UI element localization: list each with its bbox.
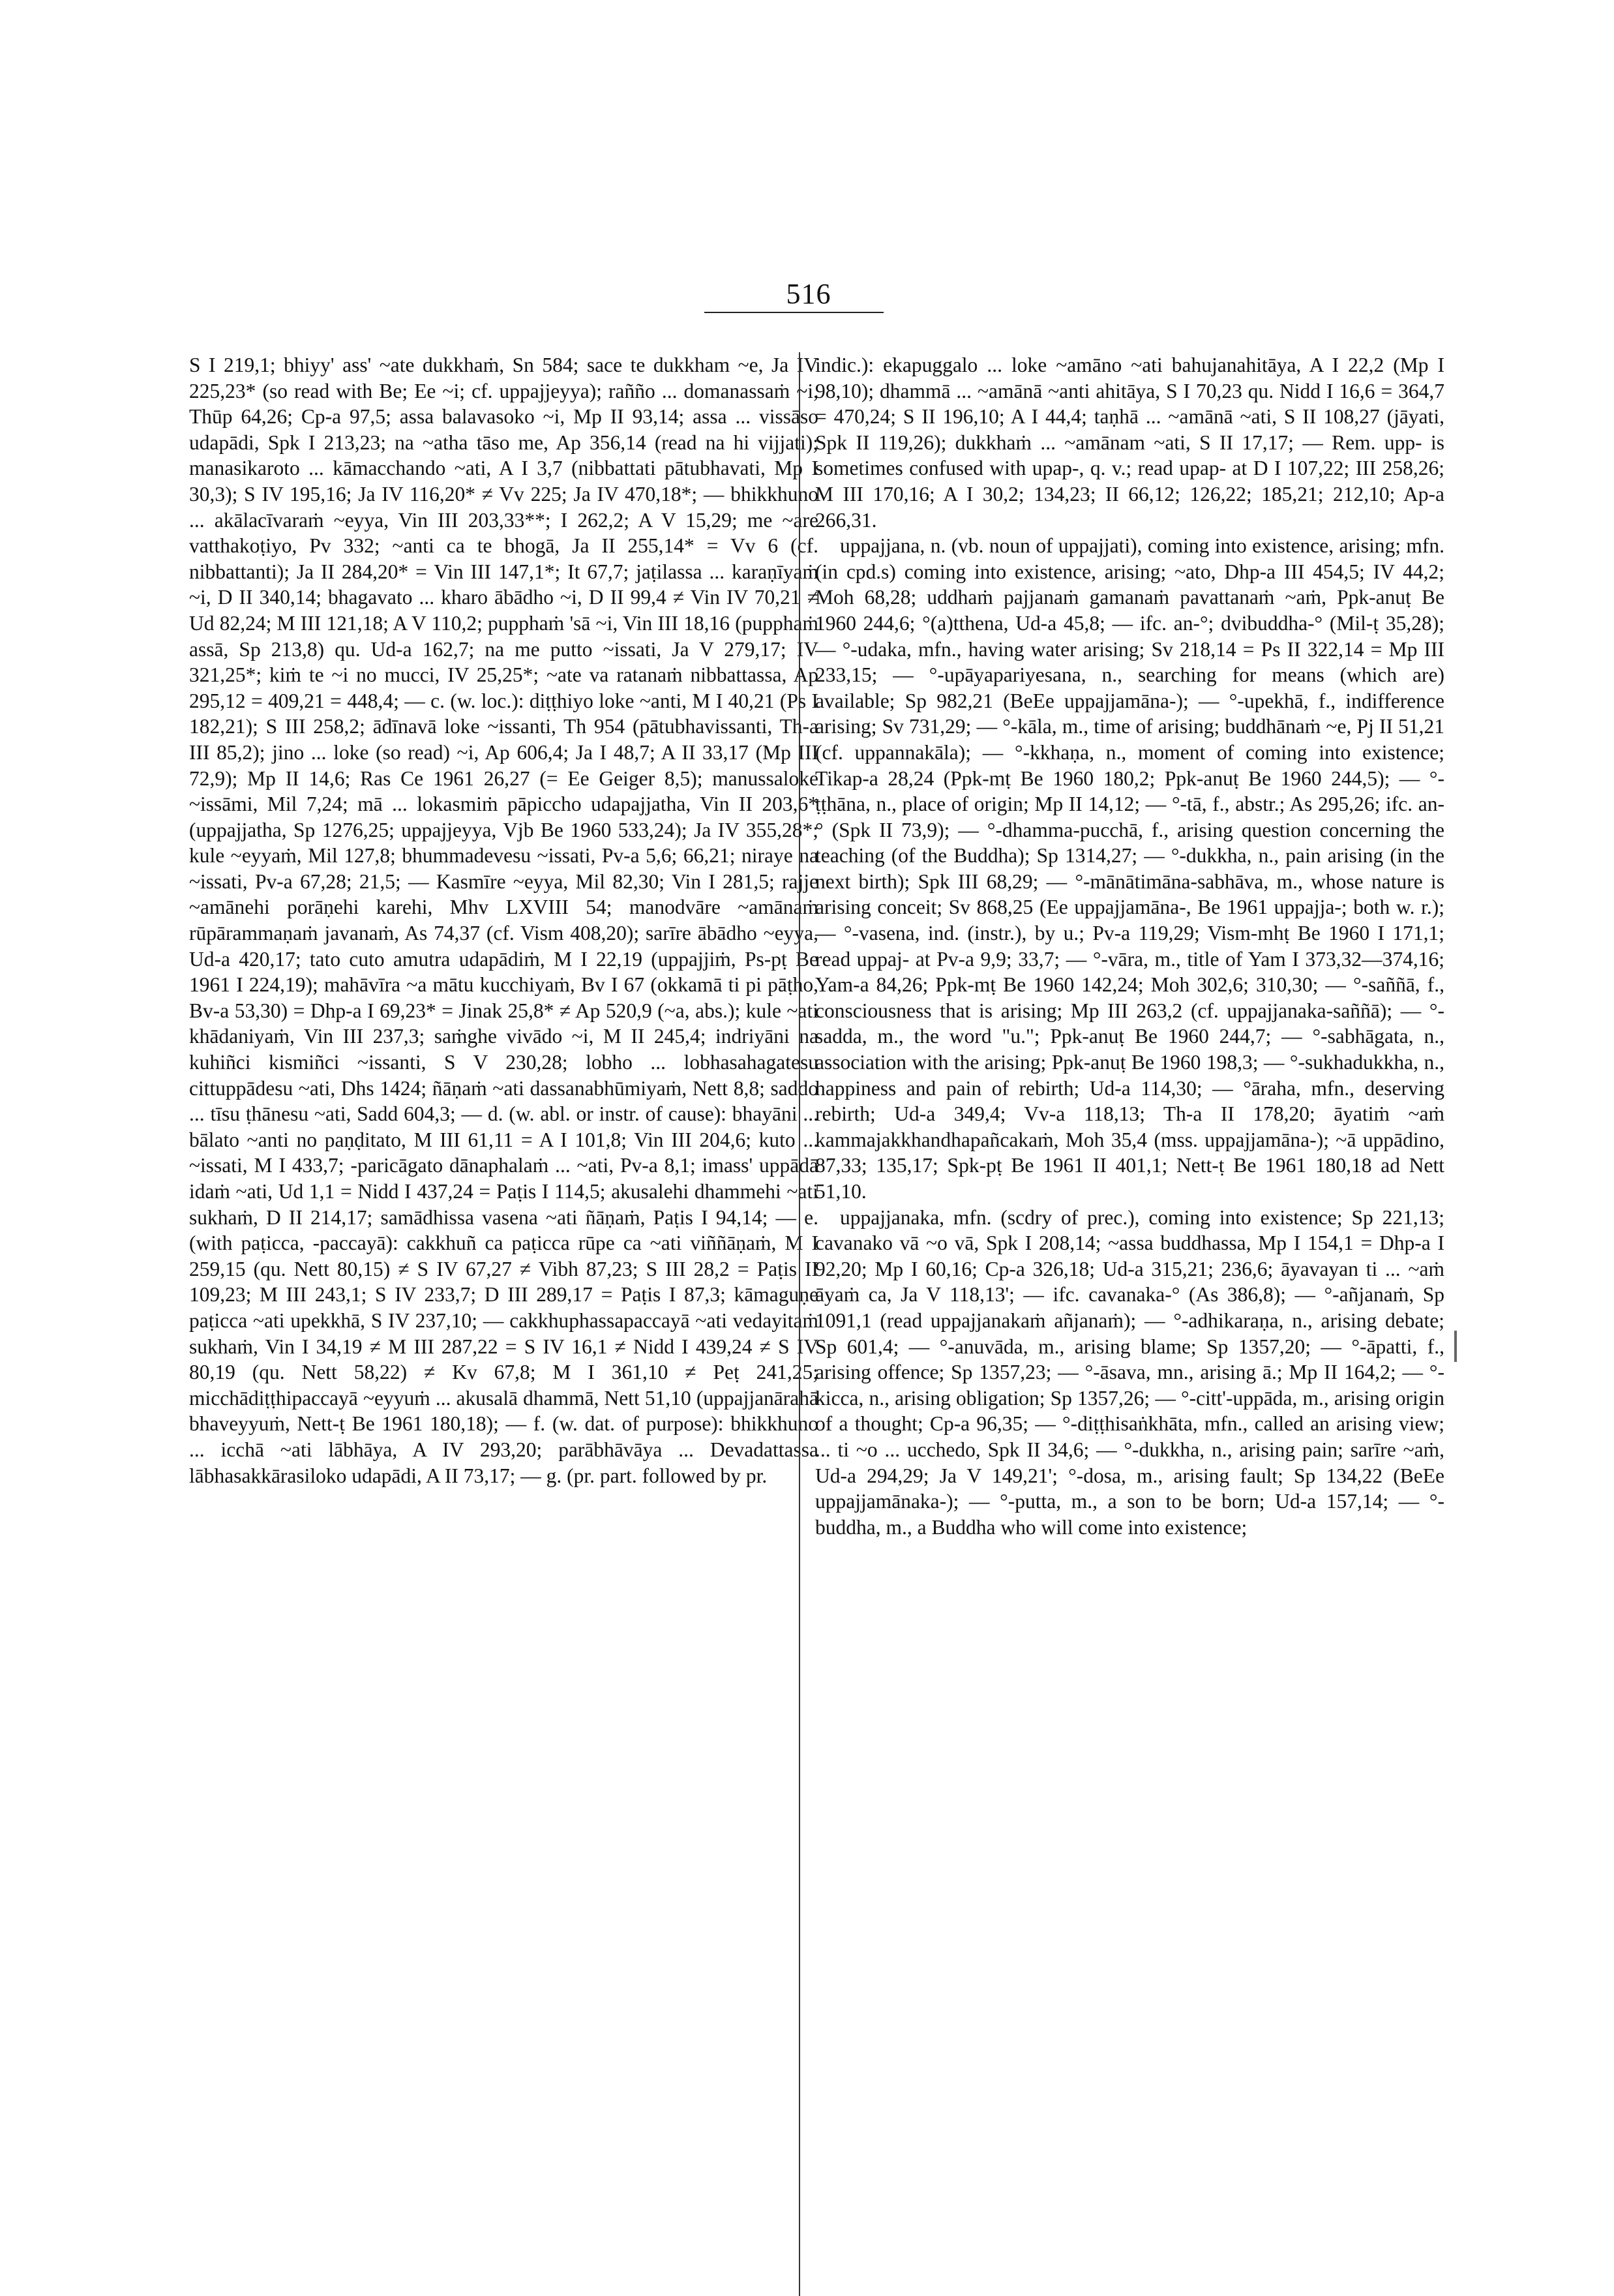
dictionary-text: indic.): ekapuggalo ... loke ~amāno ~ati bahujanahitāya, A I 22,2 (Mp I 98,10); dhammā ... ~amānā ~anti ahitāya, S I 70,23 qu. Nidd I 16,6 = 364,7 = 470,24; S II 196,10; A I 44,4; taṇhā ... ~amānā ~ati, S II 108,27 (jāyati, Spk II 119,26); dukkhaṁ ... ~amānam ~ati, S II 17,17; — Rem. upp- is sometimes confused with upap-, q. v.; read upap- at D I 107,22; III 258,26; M III 170,16; A I 30,2; 134,23; II 66,12; 126,22; 185,21; 212,10; Ap-a 266,31. [815,354,1444,532]
left-column [189,352,818,1488]
margin-mark [1454,1331,1457,1362]
dictionary-entry-uppajjana: uppajjana, n. (vb. noun of uppajjati), coming into existence, arising; mfn. (in cpd.s) coming into existence, arising; ~ato, Dhp-a III 454,5; IV 44,2; Moh 68,28; uddhaṁ pajjanaṁ gamanaṁ pavattanaṁ ~aṁ, Ppk-anuṭ Be 1960 244,6; °(a)tthena, Ud-a 45,8; — ifc. an-°; dvibuddha-° (Mil-ṭ 35,28); — °-udaka, mfn., having water arising; Sv 218,14 = Ps II 322,14 = Mp III 233,15; — °-upāyapariyesana, n., searching for means (which are) available; Sp 982,21 (BeEe uppajjamāna-); — °-upekhā, f., indifference arising; Sv 731,29; — °-kāla, m., time of arising; buddhānaṁ ~e, Pj II 51,21 (cf. uppannakāla); — °-kkhaṇa, n., moment of coming into existence; Tikap-a 28,24 (Ppk-mṭ Be 1960 180,2; Ppk-anuṭ Be 1960 244,5); — °-ṭṭhāna, n., place of origin; Mp II 14,12; — °-tā, f., abstr.; As 295,26; ifc. an-° (Spk II 73,9); — °-dhamma-pucchā, f., arising question concerning the teaching (of the Buddha); Sp 1314,27; — °-dukkha, n., pain arising (in the next birth); Spk III 68,29; — °-mānātimāna-sabhāva, m., whose nature is arising conceit; Sv 868,25 (Ee uppajjamāna-, Be 1961 uppajja-; both w. r.); — °-vasena, ind. (instr.), by u.; Pv-a 119,29; Vism-mhṭ Be 1960 I 171,1; read uppaj- at Pv-a 9,9; 33,7; — °-vāra, m., title of Yam I 373,32—374,16; Yam-a 84,26; Ppk-mṭ Be 1960 142,24; Moh 302,6; 310,30; — °-saññā, f., consciousness that is arising; Mp III 263,2 (cf. uppajjanaka-saññā); — °-sadda, m., the word "u."; Ppk-anuṭ Be 1960 244,7; — °-sabhāgata, n., association with the arising; Ppk-anuṭ Be 1960 198,3; — °-sukhadukkha, n., happiness and pain of rebirth; Ud-a 114,30; — °āraha, mfn., deserving rebirth; Ud-a 349,4; Vv-a 118,13; Th-a II 178,20; āyatiṁ ~aṁ kammajakkhandhapañcakaṁ, Moh 35,4 (mss. uppajjamāna-); ~ā uppādino, 87,33; 135,17; Spk-pṭ Be 1961 II 401,1; Nett-ṭ Be 1961 180,18 ad Nett 51,10. [815,534,1444,1203]
right-column [815,352,1444,1540]
column-divider [799,352,800,2296]
dictionary-entry-uppajjanaka: uppajjanaka, mfn. (scdry of prec.), coming into existence; Sp 221,13; cavanako vā ~o vā, Spk I 208,14; ~assa buddhassa, Mp I 154,1 = Dhp-a I 92,20; Mp I 60,16; Cp-a 326,18; Ud-a 315,21; 236,6; āyavayan ti ... ~aṁ āyaṁ ca, Ja V 118,13'; — ifc. cavanaka-° (As 386,8); — °-añjanaṁ, Sp 1091,1 (read uppajjanakaṁ añjanaṁ); — °-adhikaraṇa, n., arising debate; Sp 601,4; — °-anuvāda, m., arising blame; Sp 1357,20; — °-āpatti, f., arising offence; Sp 1357,23; — °-āsava, mn., arising ā.; Mp II 164,2; — °-kicca, n., arising obligation; Sp 1357,26; — °-citt'-uppāda, m., arising origin of a thought; Cp-a 96,35; — °-diṭṭhisaṅkhāta, mfn., called an arising view; ... ti ~o ... ucchedo, Spk II 34,6; — °-dukkha, n., arising pain; sarīre ~aṁ, Ud-a 294,29; Ja V 149,21'; °-dosa, m., arising fault; Sp 134,22 (BeEe uppajjamānaka-); — °-putta, m., a son to be born; Ud-a 157,14; — °-buddha, m., a Buddha who will come into existence; [815,1205,1444,1539]
dictionary-text: S I 219,1; bhiyy' ass' ~ate dukkhaṁ, Sn 584; sace te dukkham ~e, Ja IV 225,23* (so read with Be; Ee ~i; cf. uppajjeyya); rañño ... domanassaṁ ~i, Thūp 64,26; Cp-a 97,5; assa balavasoko ~i, Mp II 93,14; assa ... vissāso udapādi, Spk I 213,23; na ~atha tāso me, Ap 356,14 (read na hi vijjati); manasikaroto ... kāmacchando ~ati, A I 3,7 (nibbattati pātubhavati, Mp I 30,3); S IV 195,16; Ja IV 116,20* ≠ Vv 225; Ja IV 470,18*; — bhikkhuno ... akālacīvaraṁ ~eyya, Vin III 203,33**; I 262,2; A V 15,29; me ~are vatthakoṭiyo, Pv 332; ~anti ca te bhogā, Ja II 255,14* = Vv 6 (cf. nibbattanti); Ja II 284,20* = Vin III 147,1*; It 67,7; jaṭilassa ... karaṇīyaṁ ~i, D II 340,14; bhagavato ... kharo ābādho ~i, D II 99,4 ≠ Vin IV 70,21 ≠ Ud 82,24; M III 121,18; A V 110,2; pupphaṁ 'sā ~i, Vin III 18,16 (pupphaṁ assā, Sp 213,8) qu. Ud-a 162,7; na me putto ~issati, Ja V 279,17; IV 321,25*; kiṁ te ~i no mucci, IV 25,25*; ~ate va ratanaṁ nibbattassa, Ap 295,12 = 409,21 = 448,4; — c. (w. loc.): diṭṭhiyo loke ~anti, M I 40,21 (Ps I 182,21); S III 258,2; ādīnavā loke ~issanti, Th 954 (pātubhavissanti, Th-a III 85,2); jino ... loke (so read) ~i, Ap 606,4; Ja I 48,7; A II 33,17 (Mp III 72,9); Mp II 14,6; Ras Ce 1961 26,27 (= Ee Geiger 8,5); manussaloke ~issāmi, Mil 7,24; mā ... lokasmiṁ pāpiccho udapajjatha, Vin II 203,6* (uppajjatha, Sp 1276,25; uppajjeyya, Vjb Be 1960 533,24); Ja IV 355,28*; kule ~eyyaṁ, Mil 127,8; bhummadevesu ~issati, Pv-a 5,6; 66,21; niraye na ~issati, Pv-a 67,28; 21,5; — Kasmīre ~eyya, Mil 82,30; Vin I 281,5; rajje ~amānehi porāṇehi karehi, Mhv LXVIII 54; manodvāre ~amānaṁ rūpārammaṇaṁ javanaṁ, As 74,37 (cf. Vism 408,20); sarīre ābādho ~eyya, Ud-a 420,17; tato cuto amutra udapādiṁ, M I 22,19 (uppajjiṁ, Ps-pṭ Be 1961 I 224,19); mahāvīra ~a mātu kucchiyaṁ, Bv I 67 (okkamā ti pi pāṭho, Bv-a 53,30) = Dhp-a I 69,23* = Jinak 25,8* ≠ Ap 520,9 (~a, abs.); kule ~ati khādaniyaṁ, Vin III 237,3; saṁghe vivādo ~i, M II 245,4; indriyāni na kuhiñci kismiñci ~issanti, S V 230,28; lobho ... lobhasahagatesu cittuppādesu ~ati, Dhs 1424; ñāṇaṁ ~ati dassanabhūmiyaṁ, Nett 8,8; saddo ... tīsu ṭhānesu ~ati, Sadd 604,3; — d. (w. abl. or instr. of cause): bhayāni ... bālato ~anti no paṇḍitato, M III 61,11 = A I 101,8; Vin III 204,6; kuto ... ~issati, M I 433,7; -paricāgato dānaphalaṁ ... ~ati, Pv-a 8,1; imass' uppādā idaṁ ~ati, Ud 1,1 = Nidd I 437,24 = Paṭis I 114,5; akusalehi dhammehi ~ati sukhaṁ, D II 214,17; samādhissa vasena ~ati ñāṇaṁ, Paṭis I 94,14; — e. (with paṭicca, -paccayā): cakkhuñ ca paṭicca rūpe ca ~ati viññāṇaṁ, M I 259,15 (qu. Nett 80,15) ≠ S IV 67,27 ≠ Vibh 87,23; S III 28,2 = Paṭis II 109,23; M III 243,1; S IV 233,7; D III 289,17 = Paṭis I 87,3; kāmaguṇe paṭicca ~ati upekkhā, S IV 237,10; — cakkhuphassapaccayā ~ati vedayitaṁ sukhaṁ, Vin I 34,19 ≠ M III 287,22 = S IV 16,1 ≠ Nidd I 439,24 ≠ S IV 80,19 (qu. Nett 58,22) ≠ Kv 67,8; M I 361,10 ≠ Peṭ 241,25; micchādiṭṭhipaccayā ~eyyuṁ ... akusalā dhammā, Nett 51,10 (uppajjanārahā bhaveyyuṁ, Nett-ṭ Be 1961 180,18); — f. (w. dat. of purpose): bhikkhuno ... icchā ~ati lābhāya, A IV 293,20; parābhāvāya ... Devadattassa lābhasakkārasiloko udapādi, A II 73,17; — g. (pr. part. followed by pr. [189,354,818,1487]
header-rule [704,312,884,313]
page-number: 516 [786,278,831,310]
